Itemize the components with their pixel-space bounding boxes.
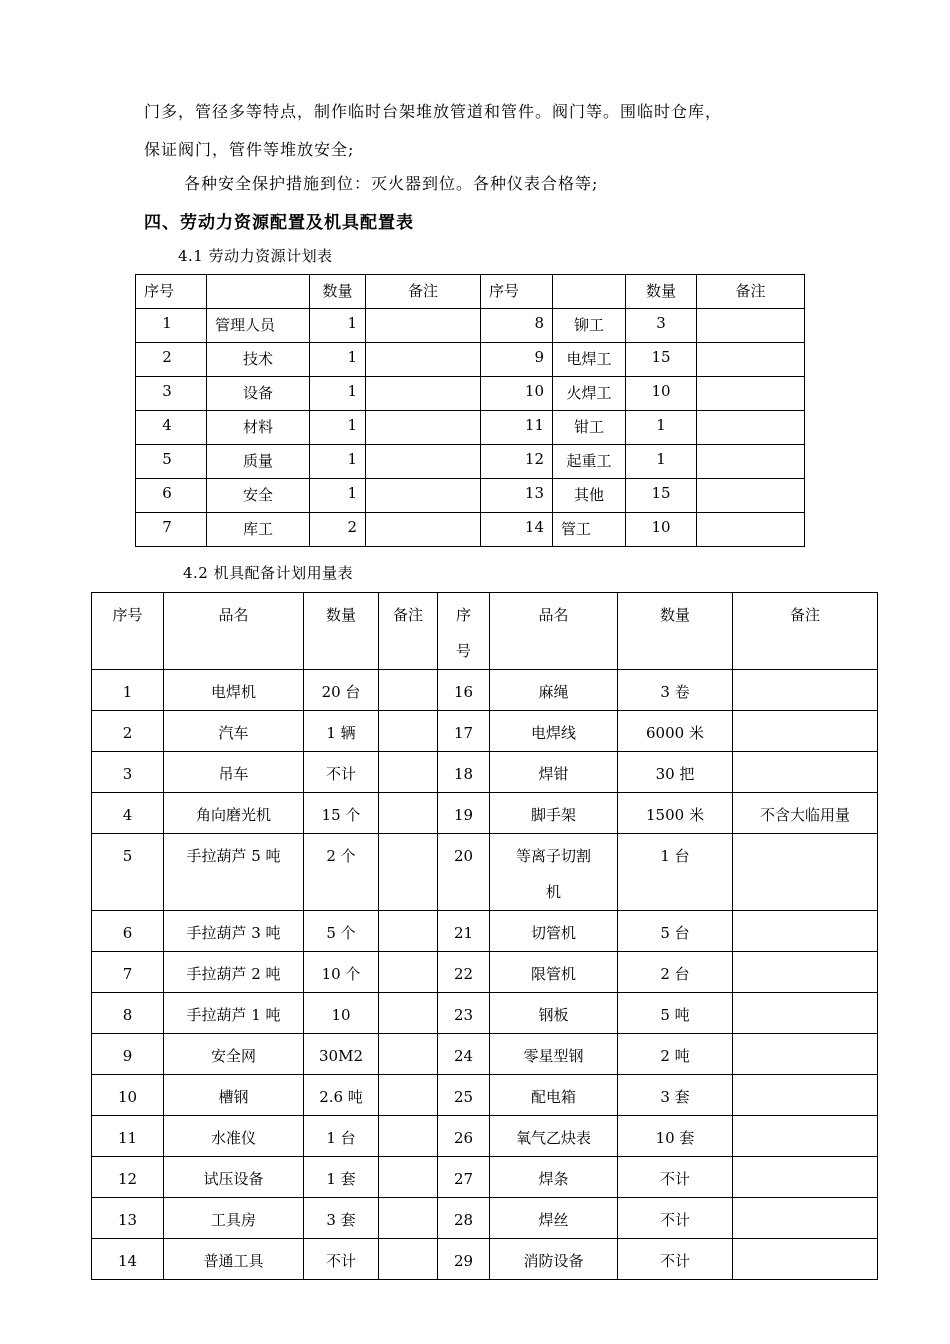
table-cell: [366, 445, 481, 479]
table-cell: 2: [310, 513, 366, 547]
table-cell: 2 台: [618, 952, 733, 993]
table-cell: 3 卷: [618, 670, 733, 711]
table-cell: 4: [136, 411, 207, 445]
header-cell: 备注: [366, 275, 481, 309]
table-cell: 15: [626, 343, 697, 377]
table-header-row: [136, 275, 805, 309]
table-cell: 23: [438, 993, 490, 1034]
table-cell: [379, 1116, 438, 1157]
table-cell: 焊条: [490, 1157, 618, 1198]
section-title: 四、劳动力资源配置及机具配置表: [144, 213, 414, 233]
table-cell: [697, 343, 805, 377]
table-cell: 7: [136, 513, 207, 547]
header-cell: [553, 275, 626, 309]
table-cell: 材料: [207, 411, 310, 445]
table-cell: 2: [92, 711, 164, 752]
table-cell: 1 台: [304, 1116, 379, 1157]
table-cell: 4: [92, 793, 164, 834]
table-cell: 焊钳: [490, 752, 618, 793]
table-cell: 3 套: [304, 1198, 379, 1239]
table-cell: 11: [92, 1116, 164, 1157]
table-cell: 不计: [618, 1157, 733, 1198]
table-row: [92, 834, 878, 911]
header-cell: 数量: [618, 593, 733, 670]
header-cell: 备注: [733, 593, 878, 670]
table-cell: [733, 1198, 878, 1239]
table-cell: 切管机: [490, 911, 618, 952]
table-cell: 21: [438, 911, 490, 952]
table-cell: [366, 411, 481, 445]
table-row: [136, 411, 805, 445]
table-cell: [379, 993, 438, 1034]
table-row: [92, 1239, 878, 1280]
table-cell: 钳工: [553, 411, 626, 445]
table-cell: 管工: [553, 513, 626, 547]
table-cell: [733, 1034, 878, 1075]
table-cell: [697, 513, 805, 547]
table-cell: [379, 834, 438, 911]
header-cell: [438, 593, 490, 670]
paragraph-line-1: 门多，管径多等特点，制作临时台架堆放管道和管件。阀门等。围临时仓库，: [144, 102, 723, 121]
table-cell: 6000 米: [618, 711, 733, 752]
table-cell: 钢板: [490, 993, 618, 1034]
table-row: [92, 670, 878, 711]
table-cell: 麻绳: [490, 670, 618, 711]
table-cell: 7: [92, 952, 164, 993]
table-cell: 15 个: [304, 793, 379, 834]
table-cell: 电焊机: [164, 670, 304, 711]
table-cell: 手拉葫芦 5 吨: [164, 834, 304, 911]
table-cell: 手拉葫芦 3 吨: [164, 911, 304, 952]
header-cell: 序号: [92, 593, 164, 670]
table-row: [136, 513, 805, 547]
table-cell: [697, 377, 805, 411]
header-cell: [207, 275, 310, 309]
table-cell: [379, 1198, 438, 1239]
table-cell: [697, 309, 805, 343]
table-cell: 14: [92, 1239, 164, 1280]
table-cell: [697, 411, 805, 445]
table-row: [92, 993, 878, 1034]
table-cell: 不计: [618, 1239, 733, 1280]
table-cell: 5: [92, 834, 164, 911]
table-row: [92, 952, 878, 993]
table-cell: 1: [626, 445, 697, 479]
table-cell: [366, 479, 481, 513]
table-cell: [733, 1239, 878, 1280]
table-cell: [366, 343, 481, 377]
table-cell: 1: [310, 445, 366, 479]
header-cell: 序号: [481, 275, 553, 309]
table-cell: 其他: [553, 479, 626, 513]
table-cell: 2.6 吨: [304, 1075, 379, 1116]
table-cell: 18: [438, 752, 490, 793]
table-cell: 1 套: [304, 1157, 379, 1198]
table-cell: 8: [92, 993, 164, 1034]
header-cell: 数量: [310, 275, 366, 309]
table-cell: 铆工: [553, 309, 626, 343]
table-cell: 17: [438, 711, 490, 752]
table-row: [92, 1034, 878, 1075]
table-cell: [379, 1034, 438, 1075]
table-row: [92, 1075, 878, 1116]
table-cell: 10: [626, 377, 697, 411]
table-cell: 3: [136, 377, 207, 411]
table-cell: 20: [438, 834, 490, 911]
table-cell: 3: [92, 752, 164, 793]
table-cell: 5: [136, 445, 207, 479]
table-cell: 10: [626, 513, 697, 547]
table-cell: 脚手架: [490, 793, 618, 834]
table-cell: 29: [438, 1239, 490, 1280]
table-cell: [379, 952, 438, 993]
table-cell: 库工: [207, 513, 310, 547]
table-cell: 13: [92, 1198, 164, 1239]
table-cell-line: 机: [545, 883, 561, 901]
table-cell: 5 个: [304, 911, 379, 952]
table-cell: 20 台: [304, 670, 379, 711]
table-cell: 焊丝: [490, 1198, 618, 1239]
table-cell: 2 吨: [618, 1034, 733, 1075]
table-cell: 汽车: [164, 711, 304, 752]
table-cell: 消防设备: [490, 1239, 618, 1280]
header-cell-line: 号: [455, 642, 471, 660]
table-cell: 13: [481, 479, 553, 513]
table-cell: 2: [136, 343, 207, 377]
table-cell: 不含大临用量: [733, 793, 878, 834]
table-cell: 1: [626, 411, 697, 445]
table-row: [92, 1116, 878, 1157]
table-header-row: [92, 593, 878, 670]
header-cell: 序号: [136, 275, 207, 309]
table-cell: 2 个: [304, 834, 379, 911]
table-cell: [490, 834, 618, 911]
table-cell: 30 把: [618, 752, 733, 793]
table-cell: [379, 752, 438, 793]
table-cell: 26: [438, 1116, 490, 1157]
header-cell: 备注: [379, 593, 438, 670]
header-cell: 品名: [490, 593, 618, 670]
table-row: [92, 1198, 878, 1239]
table-cell: 3 套: [618, 1075, 733, 1116]
paragraph-line-2: 保证阀门，管件等堆放安全;: [144, 140, 355, 159]
table-row: [136, 445, 805, 479]
table-cell: 22: [438, 952, 490, 993]
table-row: [136, 479, 805, 513]
table-cell: 10: [304, 993, 379, 1034]
table-cell: 1: [310, 411, 366, 445]
paragraph-line-3: 各种安全保护措施到位：灭火器到位。各种仪表合格等;: [184, 174, 599, 193]
table-cell: 19: [438, 793, 490, 834]
table-row: [92, 793, 878, 834]
table-cell: 配电箱: [490, 1075, 618, 1116]
table-cell: 不计: [304, 752, 379, 793]
table-cell: 起重工: [553, 445, 626, 479]
table-cell: 工具房: [164, 1198, 304, 1239]
table-cell: 不计: [304, 1239, 379, 1280]
table-cell: 吊车: [164, 752, 304, 793]
table-cell: [733, 993, 878, 1034]
labor-table-title: 4.1 劳动力资源计划表: [178, 247, 333, 265]
table-cell: 16: [438, 670, 490, 711]
table-cell: 电焊工: [553, 343, 626, 377]
header-cell: 品名: [164, 593, 304, 670]
table-cell: [366, 377, 481, 411]
table-cell: 28: [438, 1198, 490, 1239]
table-cell: 1: [310, 377, 366, 411]
table-cell: 30M2: [304, 1034, 379, 1075]
table-cell: 10 套: [618, 1116, 733, 1157]
table-cell: 火焊工: [553, 377, 626, 411]
table-cell: [733, 911, 878, 952]
header-cell: 数量: [626, 275, 697, 309]
table-cell: 27: [438, 1157, 490, 1198]
table-cell: 6: [136, 479, 207, 513]
table-row: [92, 711, 878, 752]
table-row: [92, 1157, 878, 1198]
header-cell-line: 序: [455, 606, 471, 624]
table-row: [92, 752, 878, 793]
table-cell: 5 吨: [618, 993, 733, 1034]
table-cell: 15: [626, 479, 697, 513]
table-cell: [733, 711, 878, 752]
table-cell: 12: [481, 445, 553, 479]
table-cell: 零星型钢: [490, 1034, 618, 1075]
table-cell: [733, 834, 878, 911]
table-cell: [379, 1157, 438, 1198]
table-cell: [733, 952, 878, 993]
table-cell: [697, 479, 805, 513]
table-cell: [366, 309, 481, 343]
table-cell: 1500 米: [618, 793, 733, 834]
table-cell: 电焊线: [490, 711, 618, 752]
table-cell: 1: [310, 309, 366, 343]
table-cell: 设备: [207, 377, 310, 411]
table-cell: 角向磨光机: [164, 793, 304, 834]
table-cell: 12: [92, 1157, 164, 1198]
table-cell: 试压设备: [164, 1157, 304, 1198]
table-cell: 1: [92, 670, 164, 711]
header-cell: 备注: [697, 275, 805, 309]
table-cell: 10: [92, 1075, 164, 1116]
table-cell: [733, 1116, 878, 1157]
table-cell: 24: [438, 1034, 490, 1075]
table-cell: 普通工具: [164, 1239, 304, 1280]
table-cell: 10 个: [304, 952, 379, 993]
table-cell: 水准仪: [164, 1116, 304, 1157]
table-cell: [733, 1157, 878, 1198]
table-cell: 质量: [207, 445, 310, 479]
table-cell: 8: [481, 309, 553, 343]
table-cell: [379, 711, 438, 752]
table-cell: 10: [481, 377, 553, 411]
equipment-table-title: 4.2 机具配备计划用量表: [183, 564, 354, 582]
table-cell: 6: [92, 911, 164, 952]
table-cell: [697, 445, 805, 479]
labor-resource-table: [135, 274, 805, 547]
table-cell: [733, 752, 878, 793]
table-cell: 1: [310, 343, 366, 377]
table-cell: 限管机: [490, 952, 618, 993]
table-cell: 9: [481, 343, 553, 377]
table-cell: 1 辆: [304, 711, 379, 752]
table-cell: 安全: [207, 479, 310, 513]
table-cell: 安全网: [164, 1034, 304, 1075]
table-cell: [379, 1075, 438, 1116]
table-cell: [379, 793, 438, 834]
table-cell: 手拉葫芦 1 吨: [164, 993, 304, 1034]
table-row: [136, 377, 805, 411]
table-cell: 11: [481, 411, 553, 445]
table-cell: 3: [626, 309, 697, 343]
table-cell: 槽钢: [164, 1075, 304, 1116]
table-cell: [379, 1239, 438, 1280]
table-cell: 1: [136, 309, 207, 343]
table-cell: 5 台: [618, 911, 733, 952]
table-cell: 1 台: [618, 834, 733, 911]
table-cell: 25: [438, 1075, 490, 1116]
equipment-table: [91, 592, 878, 1280]
table-cell: 9: [92, 1034, 164, 1075]
table-cell: 14: [481, 513, 553, 547]
table-cell: [379, 670, 438, 711]
table-cell: 1: [310, 479, 366, 513]
table-row: [136, 309, 805, 343]
table-cell: 手拉葫芦 2 吨: [164, 952, 304, 993]
table-cell: 管理人员: [207, 309, 310, 343]
table-cell: [379, 911, 438, 952]
table-cell-line: 等离子切割: [515, 847, 591, 865]
table-cell: [733, 670, 878, 711]
table-cell: [366, 513, 481, 547]
table-cell: [733, 1075, 878, 1116]
header-cell: 数量: [304, 593, 379, 670]
table-cell: 技术: [207, 343, 310, 377]
table-row: [136, 343, 805, 377]
table-cell: 不计: [618, 1198, 733, 1239]
table-cell: 氧气乙炔表: [490, 1116, 618, 1157]
table-row: [92, 911, 878, 952]
